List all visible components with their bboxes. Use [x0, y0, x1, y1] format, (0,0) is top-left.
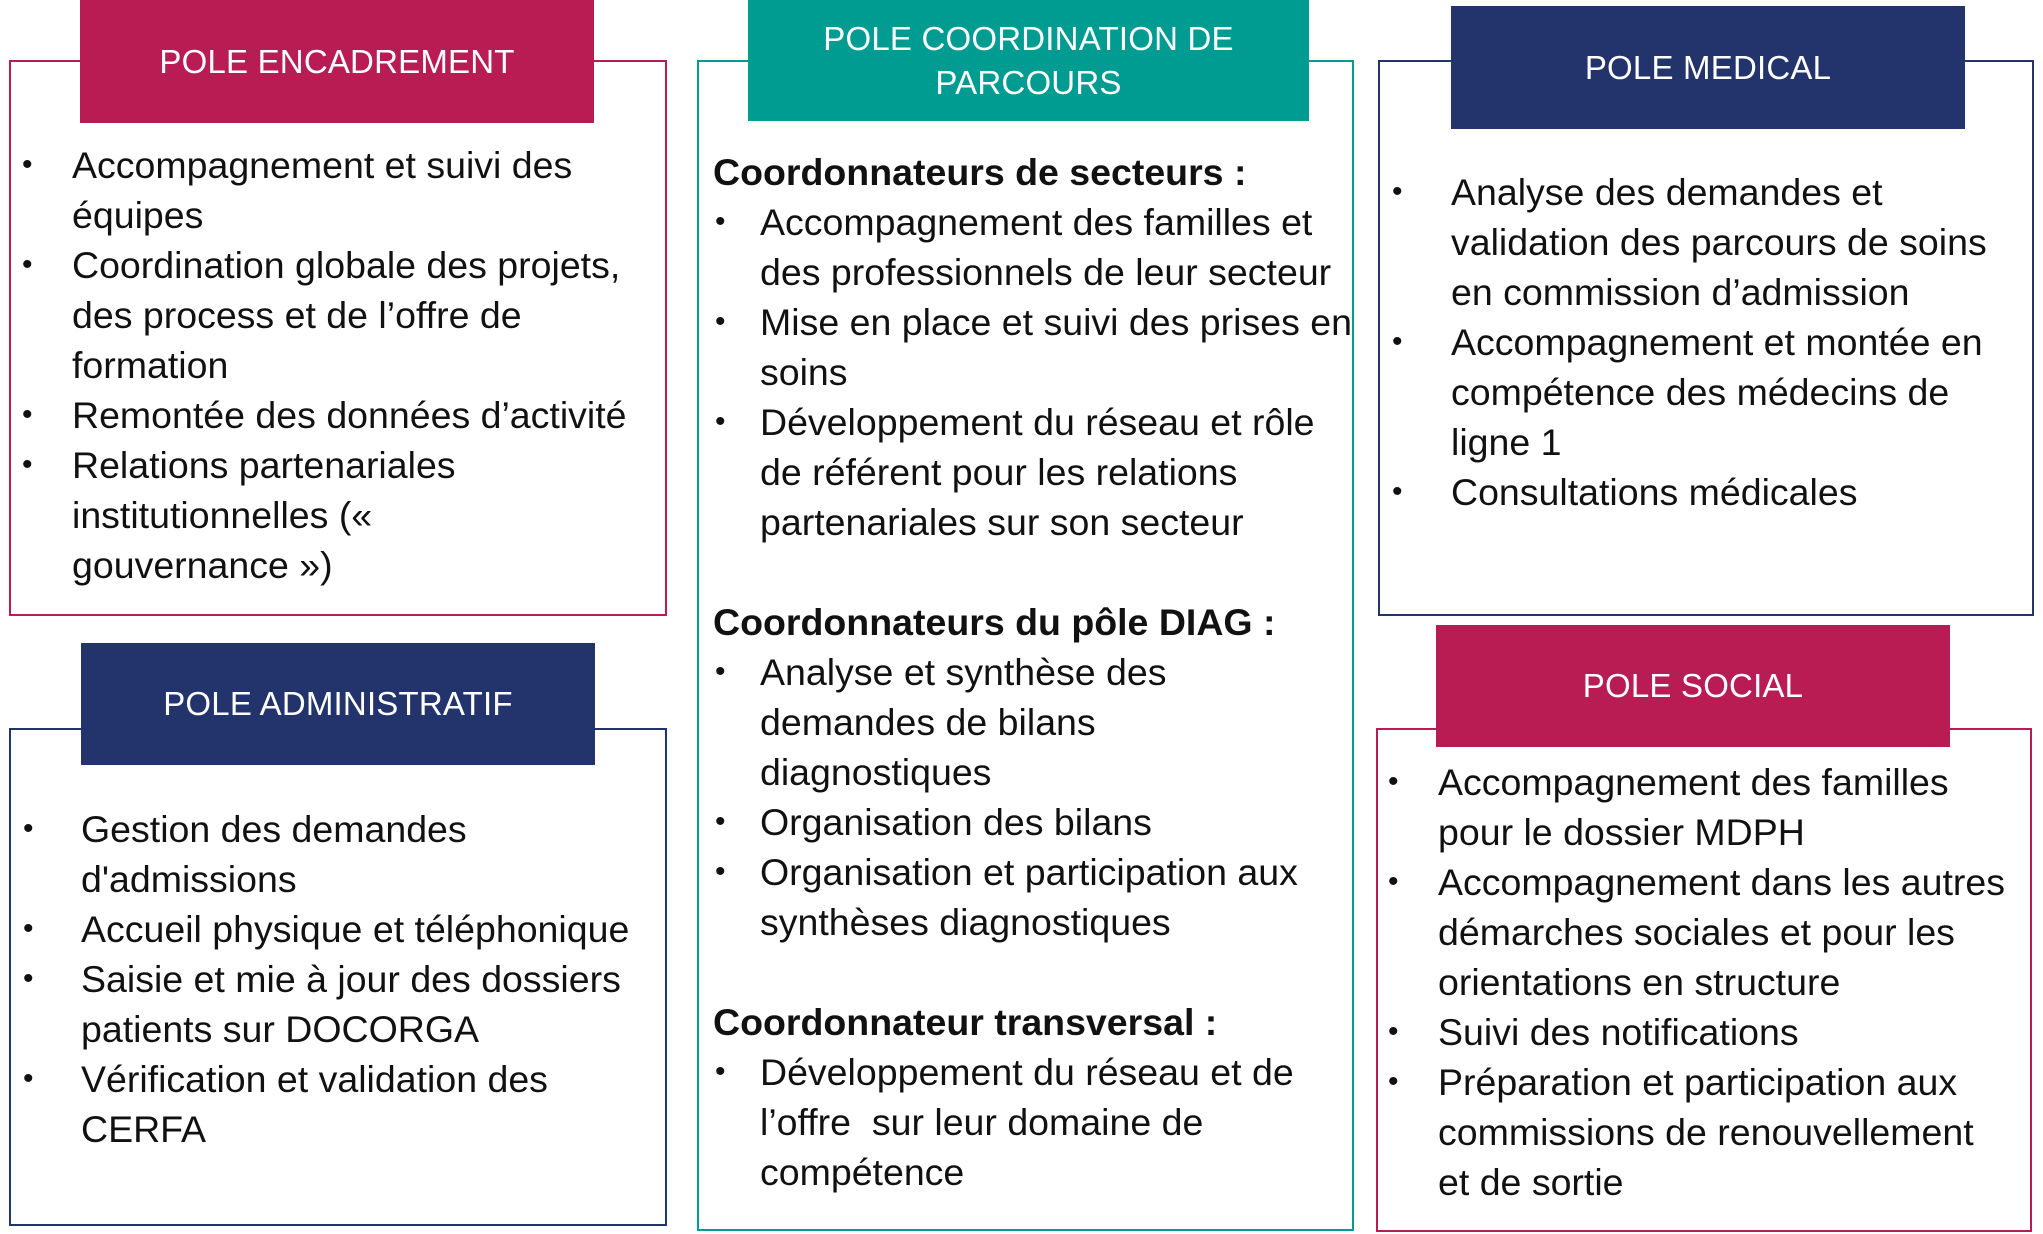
- pole-medical-list: [1379, 167, 2029, 517]
- list-item-text: • Accompagnement des familles pour le dossier MDPH: [1438, 761, 1949, 853]
- list-item: • Organisation des bilans: [713, 797, 1353, 847]
- pole-administratif-content: [9, 804, 659, 1154]
- pole-administratif-list: [9, 804, 659, 1154]
- list-item: [9, 440, 659, 590]
- list-item: • Accompagnement et suivi des équipes: [9, 140, 659, 240]
- list-item: • Développement du réseau et rôle de référent pour les relations partenariales sur son secteur: [713, 397, 1353, 547]
- list-item: [1377, 1057, 2031, 1207]
- pole-coordination-title: [748, 0, 1309, 121]
- pole-coordination-content: [713, 147, 1353, 1197]
- pole-social-content: [1377, 757, 2031, 1207]
- section-title-diag: Coordonnateurs du pôle DIAG :: [713, 601, 1276, 643]
- list-item: • Organisation et participation aux synthèses diagnostiques: [713, 847, 1353, 947]
- list-item-text: • Analyse et synthèse des demandes de bilans diagnostiques: [760, 651, 1167, 793]
- list-item: [713, 1047, 1353, 1197]
- pole-encadrement-list: [9, 140, 659, 590]
- pole-encadrement-title: POLE ENCADREMENT: [80, 0, 594, 123]
- section-list-transversal: [713, 1047, 1353, 1197]
- section-spacer: [713, 547, 1353, 597]
- section-title-secteurs: Coordonnateurs de secteurs :: [713, 151, 1247, 193]
- list-item: • Mise en place et suivi des prises en soins: [713, 297, 1353, 397]
- pole-medical-content: [1379, 167, 2029, 517]
- list-item: [1377, 757, 2031, 857]
- list-item: • Saisie et mie à jour des dossiers patients sur DOCORGA: [9, 954, 659, 1054]
- list-item-text: • Développement du réseau et de l’offre sur leur domaine de compétence: [760, 1051, 1305, 1193]
- list-item: [1379, 167, 2029, 317]
- list-item: • Suivi des notifications: [1377, 1007, 2031, 1057]
- section-list-diag: [713, 647, 1353, 947]
- list-item: [713, 647, 1353, 797]
- section-spacer: [713, 947, 1353, 997]
- section-list-secteurs: [713, 197, 1353, 547]
- list-item: • Accueil physique et téléphonique: [9, 904, 659, 954]
- pole-encadrement-content: [9, 140, 659, 590]
- list-item: • Gestion des demandes d'admissions: [9, 804, 659, 904]
- pole-social-title: POLE SOCIAL: [1436, 625, 1950, 747]
- pole-medical-title: POLE MEDICAL: [1451, 6, 1965, 129]
- list-item: • Accompagnement dans les autres démarches sociales et pour les orientations en structure: [1377, 857, 2031, 1007]
- list-item: • Coordination globale des projets, des process et de l’offre de formation: [9, 240, 659, 390]
- list-item-text: • Préparation et participation aux commissions de renouvellement et de sortie: [1438, 1061, 1974, 1203]
- list-item: • Remontée des données d’activité: [9, 390, 659, 440]
- list-item: • Vérification et validation des CERFA: [9, 1054, 659, 1154]
- list-item-text: • Analyse des demandes et validation des parcours de soins en commission d’admission: [1451, 171, 1987, 313]
- pole-coordination-title-text: POLE COORDINATION DE PARCOURS: [823, 19, 1234, 101]
- list-item: • Accompagnement et montée en compétence des médecins de ligne 1: [1379, 317, 2029, 467]
- list-item: • Accompagnement des familles et des professionnels de leur secteur: [713, 197, 1353, 297]
- list-item: • Consultations médicales: [1379, 467, 2029, 517]
- section-title-transversal: Coordonnateur transversal :: [713, 1001, 1218, 1043]
- list-item-text: • Relations partenariales institutionnelles (« gouvernance »): [72, 444, 456, 586]
- pole-social-list: [1377, 757, 2031, 1207]
- pole-administratif-title: POLE ADMINISTRATIF: [81, 643, 595, 765]
